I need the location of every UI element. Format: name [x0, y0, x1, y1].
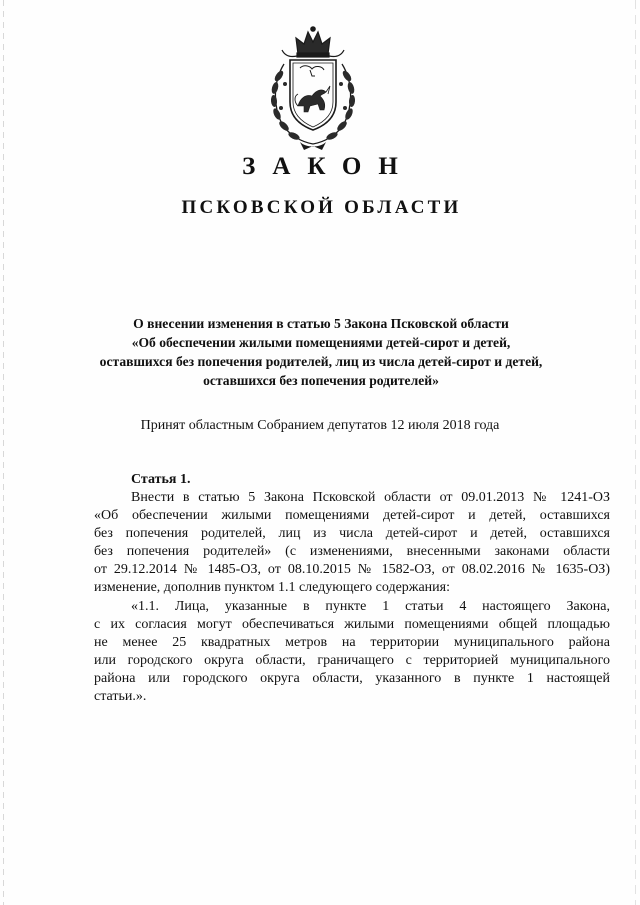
article-paragraph-2	[94, 598, 610, 707]
paragraph-line: без попечения родителей, лиц из числа детей-сирот и детей, оставшихся	[94, 526, 610, 542]
paragraph-line: статьи.».	[94, 689, 147, 705]
heading-line: оставшихся без попечения родителей, лиц из числа детей-сирот и детей,	[99, 354, 543, 369]
scan-edge-left	[3, 0, 4, 905]
scan-edge-right	[635, 0, 636, 905]
paragraph-line: Внести в статью 5 Закона Псковской области от 09.01.2013 № 1241-ОЗ	[131, 490, 610, 505]
paragraph-line: от 29.12.2014 № 1485-ОЗ, от 08.10.2015 № 1582-ОЗ, от 08.02.2016 № 1635-ОЗ)	[94, 562, 610, 578]
article-paragraph-1	[94, 489, 610, 598]
heading-line: О внесении изменения в статью 5 Закона Псковской области	[133, 316, 509, 331]
coat-of-arms-icon	[260, 24, 366, 152]
law-heading	[60, 314, 582, 390]
heading-line: «Об обеспечении жилыми помещениями детей-сирот и детей,	[131, 335, 511, 350]
paragraph-line: изменение, дополнив пунктом 1.1 следующего содержания:	[94, 580, 450, 596]
adoption-date-line: Принят областным Собранием депутатов 12 июля 2018 года	[140, 418, 500, 433]
paragraph-line: «Об обеспечении жилыми помещениями детей-сирот и детей, оставшихся	[94, 508, 610, 524]
region-title: ПСКОВСКОЙ ОБЛАСТИ	[181, 197, 462, 218]
paragraph-line: не менее 25 квадратных метров на территории муниципального района	[94, 635, 610, 651]
paragraph-line: с их согласия могут обеспечиваться жилыми помещениями общей площадью	[94, 617, 610, 633]
paragraph-line: «1.1. Лица, указанные в пункте 1 статьи 4 настоящего Закона,	[131, 599, 610, 614]
law-title: ЗАКОН	[242, 153, 415, 180]
paragraph-line: без попечения родителей» (с изменениями, внесенными законами области	[94, 544, 610, 560]
paragraph-line: района или городского округа области, указанного в пункте 1 настоящей	[94, 671, 610, 687]
paragraph-line: или городского округа области, граничащего с территорией муниципального	[94, 653, 610, 669]
article-title: Статья 1.	[131, 472, 191, 487]
heading-line: оставшихся без попечения родителей»	[203, 373, 439, 388]
